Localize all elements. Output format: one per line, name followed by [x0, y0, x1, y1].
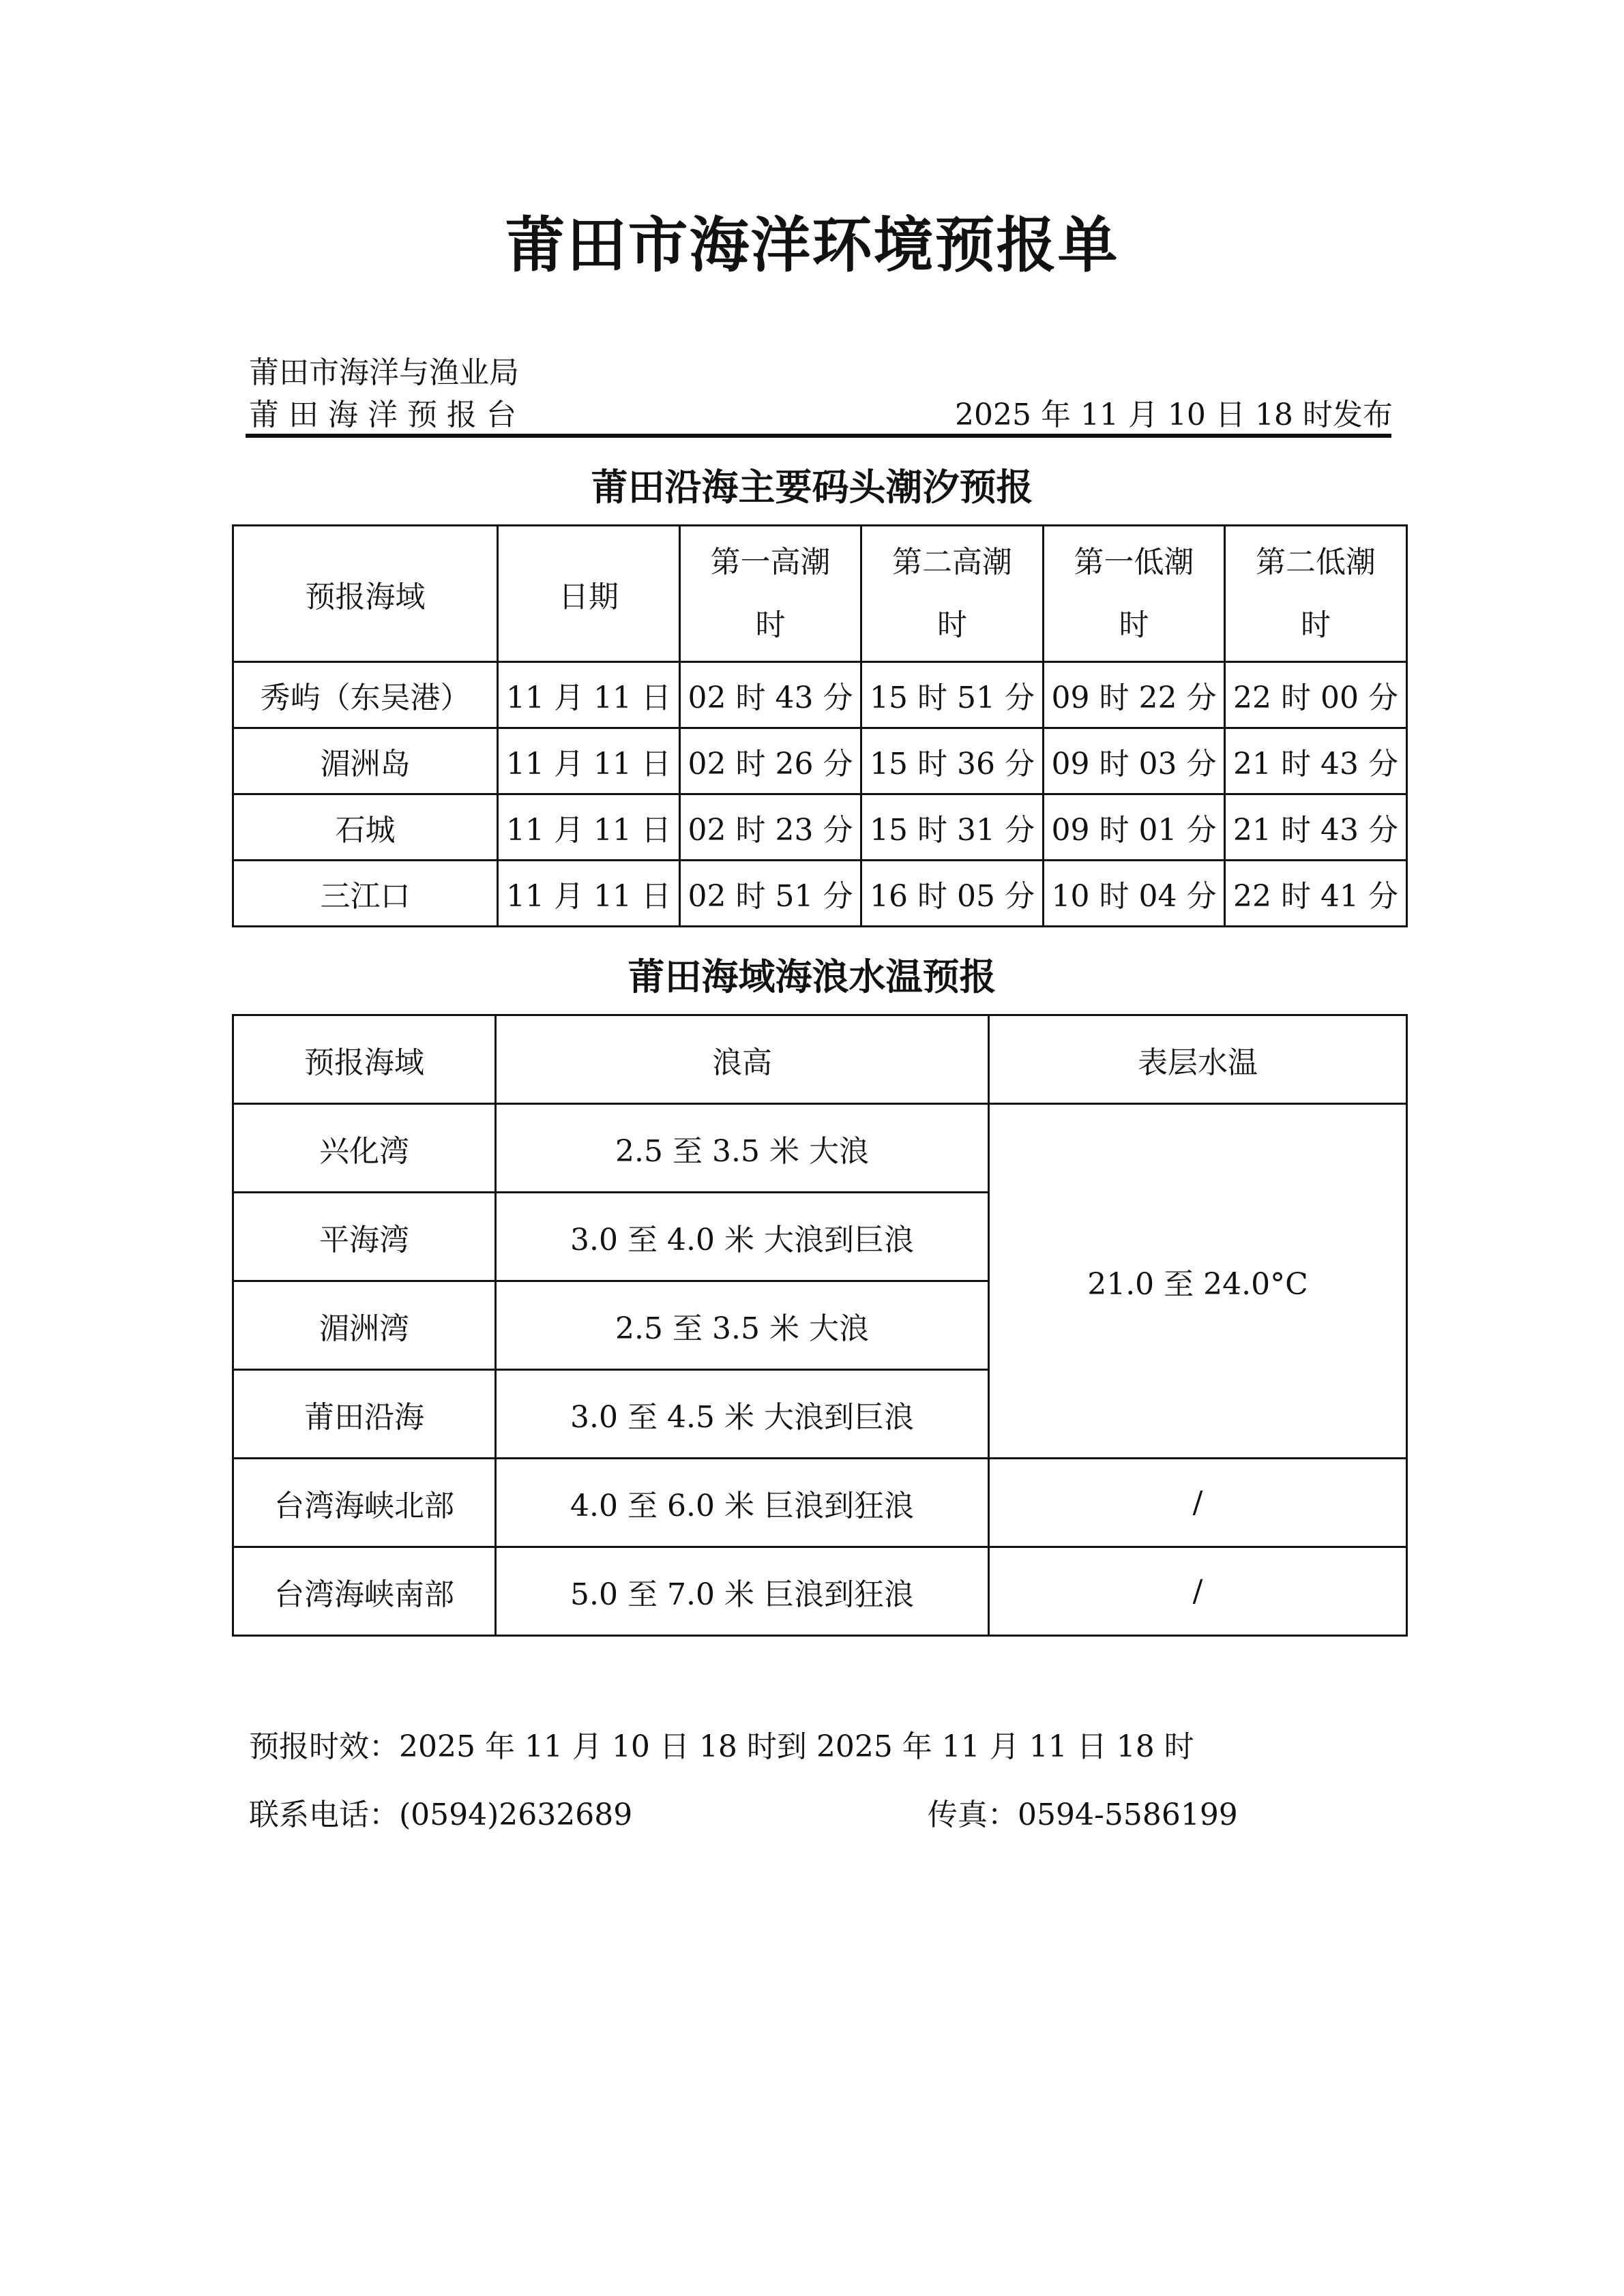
wave-header-area: 预报海域 [233, 1015, 496, 1104]
header-divider [246, 434, 1391, 438]
org-name: 莆田市海洋与渔业局 [249, 355, 519, 390]
forecast-station: 莆 田 海 洋 预 报 台 [249, 398, 516, 432]
table-row [233, 1104, 1407, 1193]
tide-cell-low2: 21 时 43 分 [1225, 794, 1407, 861]
table-row [233, 1547, 1407, 1636]
wave-temp-table [232, 1014, 1408, 1637]
tide-cell-low1: 10 时 04 分 [1044, 861, 1225, 927]
wave-cell-height: 2.5 至 3.5 米 大浪 [496, 1281, 989, 1370]
table-row [233, 794, 1407, 861]
wave-header-height: 浪高 [496, 1015, 989, 1104]
tide-cell-area: 石城 [233, 794, 498, 861]
contact-fax: 传真：0594-5586199 [928, 1798, 1238, 1832]
wave-cell-area: 兴化湾 [233, 1104, 496, 1193]
wave-cell-temp: / [989, 1547, 1407, 1636]
tide-cell-low1: 09 时 03 分 [1044, 728, 1225, 794]
wave-cell-temp: / [989, 1459, 1407, 1547]
issue-time: 2025 年 11 月 10 日 18 时发布 [955, 398, 1393, 432]
wave-cell-height: 3.0 至 4.5 米 大浪到巨浪 [496, 1370, 989, 1459]
wave-cell-area: 台湾海峡南部 [233, 1547, 496, 1636]
tide-header-high1: 第一高潮 时 [680, 526, 861, 662]
tide-cell-high1: 02 时 23 分 [680, 794, 861, 861]
wave-cell-area: 湄洲湾 [233, 1281, 496, 1370]
table-row [233, 1459, 1407, 1547]
tide-cell-high2: 16 时 05 分 [861, 861, 1044, 927]
tide-cell-high2: 15 时 51 分 [861, 662, 1044, 728]
tide-section-title: 莆田沿海主要码头潮汐预报 [591, 466, 1033, 509]
wave-cell-height: 5.0 至 7.0 米 巨浪到狂浪 [496, 1547, 989, 1636]
tide-cell-high2: 15 时 31 分 [861, 794, 1044, 861]
tide-cell-date: 11 月 11 日 [498, 861, 680, 927]
tide-header-high2: 第二高潮 时 [861, 526, 1044, 662]
tide-header-date: 日期 [498, 526, 680, 662]
tide-cell-low1: 09 时 22 分 [1044, 662, 1225, 728]
tide-header-row [233, 526, 1407, 662]
forecast-validity: 预报时效：2025 年 11 月 10 日 18 时到 2025 年 11 月 11 日 18 时 [249, 1729, 1194, 1764]
tide-cell-area: 三江口 [233, 861, 498, 927]
wave-cell-temp-merged: 21.0 至 24.0°C [989, 1104, 1407, 1459]
wave-header-row [233, 1015, 1407, 1104]
tide-cell-area: 湄洲岛 [233, 728, 498, 794]
tide-cell-low2: 21 时 43 分 [1225, 728, 1407, 794]
tide-cell-low2: 22 时 00 分 [1225, 662, 1407, 728]
table-row [233, 728, 1407, 794]
table-row [233, 861, 1407, 927]
wave-header-temp: 表层水温 [989, 1015, 1407, 1104]
page-title: 莆田市海洋环境预报单 [505, 210, 1119, 280]
wave-cell-height: 4.0 至 6.0 米 巨浪到狂浪 [496, 1459, 989, 1547]
wave-cell-height: 2.5 至 3.5 米 大浪 [496, 1104, 989, 1193]
wave-cell-height: 3.0 至 4.0 米 大浪到巨浪 [496, 1193, 989, 1281]
tide-header-area: 预报海域 [233, 526, 498, 662]
tide-cell-high1: 02 时 51 分 [680, 861, 861, 927]
tide-cell-date: 11 月 11 日 [498, 728, 680, 794]
contact-phone: 联系电话：(0594)2632689 [249, 1798, 633, 1832]
tide-cell-date: 11 月 11 日 [498, 662, 680, 728]
tide-cell-high2: 15 时 36 分 [861, 728, 1044, 794]
wave-section-title: 莆田海域海浪水温预报 [628, 955, 996, 998]
wave-cell-area: 莆田沿海 [233, 1370, 496, 1459]
wave-cell-area: 台湾海峡北部 [233, 1459, 496, 1547]
tide-table [232, 524, 1408, 927]
tide-cell-low1: 09 时 01 分 [1044, 794, 1225, 861]
tide-cell-date: 11 月 11 日 [498, 794, 680, 861]
wave-cell-area: 平海湾 [233, 1193, 496, 1281]
table-row [233, 662, 1407, 728]
tide-header-low2: 第二低潮 时 [1225, 526, 1407, 662]
tide-header-low1: 第一低潮 时 [1044, 526, 1225, 662]
tide-cell-high1: 02 时 26 分 [680, 728, 861, 794]
tide-cell-low2: 22 时 41 分 [1225, 861, 1407, 927]
tide-cell-high1: 02 时 43 分 [680, 662, 861, 728]
tide-cell-area: 秀屿（东吴港） [233, 662, 498, 728]
